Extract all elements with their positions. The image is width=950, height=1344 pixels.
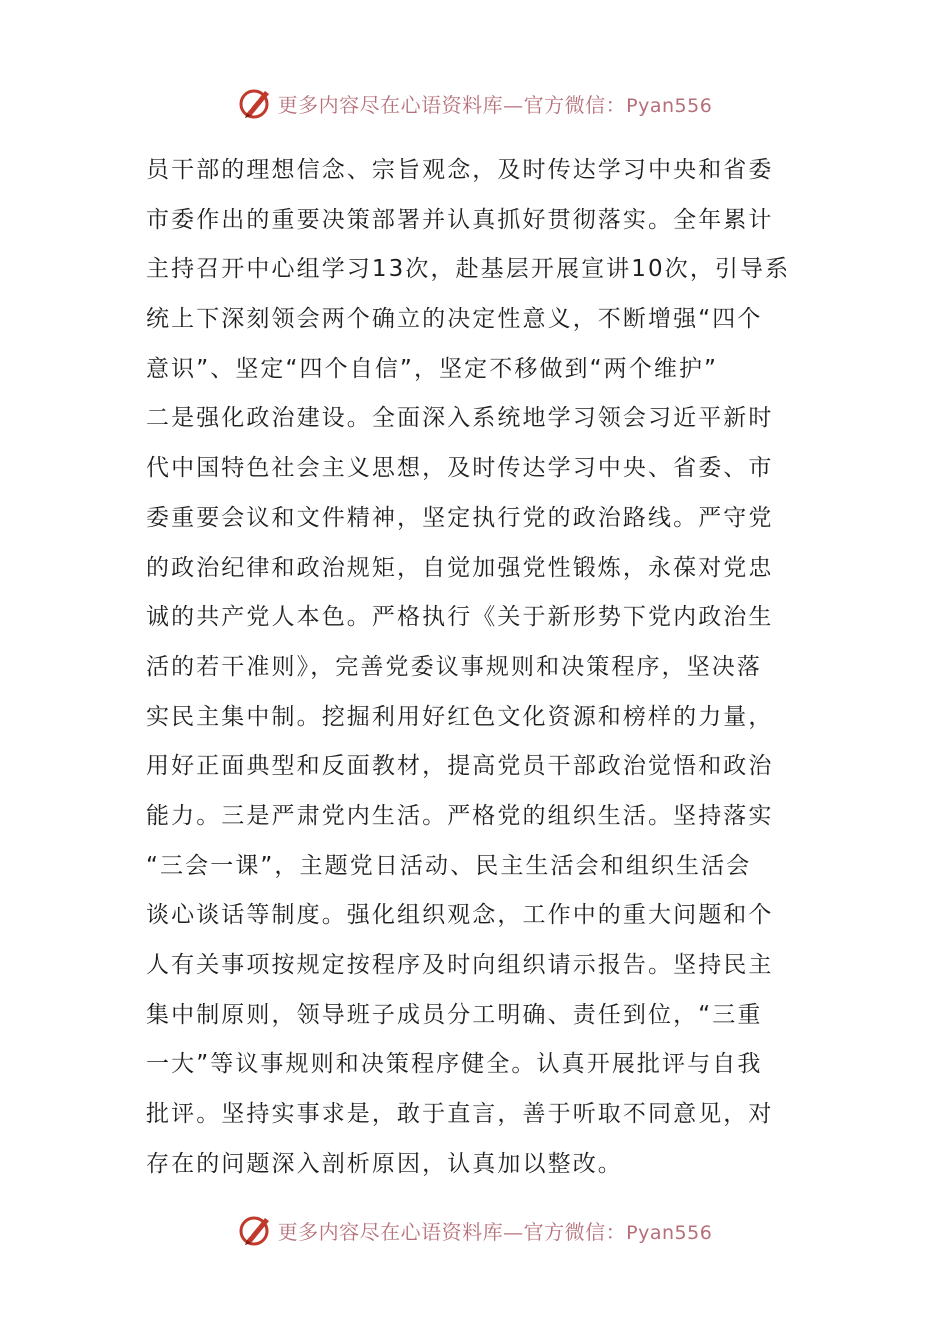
- header-banner-text: 更多内容尽在心语资料库—官方微信：: [277, 92, 627, 117]
- text-line: 委重要会议和文件精神，坚定执行党的政治路线。严守党: [146, 504, 774, 531]
- text-line: “三会一课”，主题党日活动、民主生活会和组织生活会: [146, 852, 752, 879]
- text-line: 市委作出的重要决策部署并认真抓好贯彻落实。全年累计: [146, 206, 774, 233]
- text-line: 能力。三是严肃党内生活。严格党的组织生活。坚持落实: [146, 802, 774, 829]
- document-body: [146, 146, 808, 1189]
- text-line: 集中制原则，领导班子成员分工明确、责任到位，“三重: [146, 1001, 763, 1028]
- text-line: 诚的共产党人本色。严格执行《关于新形势下党内政治生: [146, 604, 774, 631]
- footer-banner-account: Pyan556: [626, 1221, 713, 1244]
- footer-banner: [0, 1208, 950, 1252]
- text-line: 批评。坚持实事求是，敢于直言，善于听取不同意见，对: [146, 1101, 774, 1128]
- text-line: 人有关事项按规定按程序及时向组织请示报告。坚持民主: [146, 952, 774, 978]
- pen-in-circle-icon: [238, 85, 274, 121]
- text-line: 一大”等议事规则和决策程序健全。认真开展批评与自我: [146, 1051, 763, 1078]
- header-banner: [0, 81, 950, 125]
- text-line: 主持召开中心组学习13次，赴基层开展宣讲10次，引导系: [146, 256, 791, 283]
- header-banner-account: Pyan556: [626, 94, 713, 117]
- text-line: 意识”、坚定“四个自信”，坚定不移做到“两个维护”: [146, 355, 719, 382]
- text-line: 谈心谈话等制度。强化组织观念，工作中的重大问题和个: [146, 902, 774, 929]
- text-line: 用好正面典型和反面教材，提高党员干部政治觉悟和政治: [146, 753, 774, 780]
- text-line: 的政治纪律和政治规矩，自觉加强党性锻炼，永葆对党忠: [146, 554, 774, 581]
- pen-in-circle-icon: [238, 1212, 274, 1248]
- text-line: 存在的问题深入剖析原因，认真加以整改。: [146, 1150, 623, 1177]
- footer-banner-text: 更多内容尽在心语资料库—官方微信：: [277, 1219, 627, 1244]
- text-line: 二是强化政治建设。全面深入系统地学习领会习近平新时: [146, 405, 774, 432]
- text-line: 代中国特色社会主义思想，及时传达学习中央、省委、市: [146, 455, 774, 482]
- text-line: 员干部的理想信念、宗旨观念，及时传达学习中央和省委: [146, 157, 774, 183]
- text-line: 活的若干准则》，完善党委议事规则和决策程序，坚决落: [146, 653, 762, 680]
- text-line: 实民主集中制。挖掘利用好红色文化资源和榜样的力量，: [146, 703, 774, 730]
- text-line: 统上下深刻领会两个确立的决定性意义，不断增强“四个: [146, 306, 763, 333]
